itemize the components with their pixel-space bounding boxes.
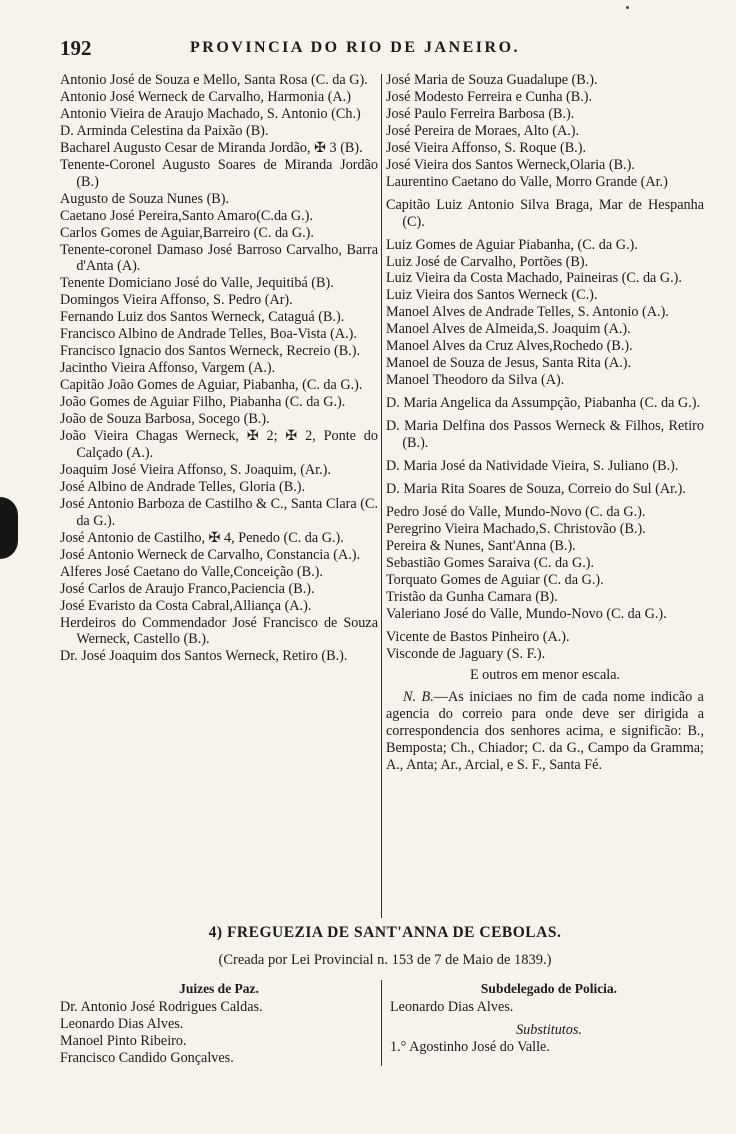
list-entry: Joaquim José Vieira Affonso, S. Joaquim, (Ar.). bbox=[60, 461, 331, 478]
list-entry: José Albino de Andrade Telles, Gloria (B.). bbox=[60, 478, 306, 495]
list-entry: Luiz Vieira dos Santos Werneck (C.). bbox=[386, 287, 598, 304]
list-entry: Torquato Gomes de Aguiar (C. da G.). bbox=[386, 571, 604, 588]
binding-mark bbox=[0, 497, 18, 559]
subdelegado-block bbox=[390, 980, 708, 1056]
section-title: 4) FREGUEZIA DE SANT'ANNA DE CEBOLAS. bbox=[208, 924, 562, 941]
footnote-text: —As iniciaes no fim de cada nome indicão a agencia do correio para onde deve ser dirigida a correspondencia dos senhores acima, e significão: B., Bemposta; Ch., Chiador; C. da G., Campo da Gramma; A., Anta; Ar., Arcial, e S. F., Santa Fé. bbox=[386, 689, 704, 774]
list-entry: Manoel Theodoro da Silva (A). bbox=[386, 372, 565, 389]
section-subtitle: (Creada por Lei Provincial n. 153 de 7 de Maio de 1839.) bbox=[218, 952, 552, 968]
list-entry: Pereira & Nunes, Sant'Anna (B.). bbox=[386, 537, 576, 554]
list-entry: D. Maria Angelica da Assumpção, Piabanha (C. da G.). bbox=[386, 395, 701, 412]
right-column bbox=[386, 72, 704, 774]
column-divider bbox=[381, 980, 382, 1066]
list-entry: Domingos Vieira Affonso, S. Pedro (Ar). bbox=[60, 292, 293, 309]
list-entry: José Carlos de Araujo Franco,Paciencia (B.). bbox=[60, 580, 315, 597]
footnote bbox=[386, 689, 704, 774]
list-entry: Sebastião Gomes Saraiva (C. da G.). bbox=[386, 554, 595, 571]
list-entry: José Maria de Souza Guadalupe (B.). bbox=[386, 72, 598, 88]
list-entry: D. Maria José da Natividade Vieira, S. Juliano (B.). bbox=[386, 458, 679, 475]
list-entry: Antonio Vieira de Araujo Machado, S. Antonio (Ch.) bbox=[60, 105, 361, 122]
closing-line: E outros em menor escala. bbox=[469, 666, 621, 683]
list-entry: Caetano José Pereira,Santo Amaro(C.da G.). bbox=[60, 207, 313, 224]
list-entry: Valeriano José do Valle, Mundo-Novo (C. da G.). bbox=[386, 605, 667, 622]
list-entry: João Vieira Chagas Werneck, ✠ 2; ✠ 2, Ponte do Calçado (A.). bbox=[60, 428, 378, 461]
list-entry: Fernando Luiz dos Santos Werneck, Cataguá (B.). bbox=[60, 309, 345, 326]
list-entry: Capitão Luiz Antonio Silva Braga, Mar de Hespanha (C). bbox=[386, 196, 704, 230]
list-entry: Alferes José Caetano do Valle,Conceição (B.). bbox=[60, 563, 323, 580]
list-entry: D. Arminda Celestina da Paixão (B). bbox=[60, 122, 269, 139]
list-entry: Manoel Alves de Andrade Telles, S. Antonio (A.). bbox=[386, 304, 669, 321]
list-entry: Antonio José de Souza e Mello, Santa Rosa (C. da G). bbox=[60, 72, 368, 88]
list-entry: D. Maria Delfina dos Passos Werneck & Filhos, Retiro (B.). bbox=[386, 418, 704, 452]
list-entry: Herdeiros do Commendador José Francisco de Souza Werneck, Castello (B.). bbox=[60, 614, 378, 648]
list-item: Leonardo Dias Alves. bbox=[390, 999, 514, 1015]
ink-speck bbox=[626, 6, 629, 9]
list-entry: José Pereira de Moraes, Alto (A.). bbox=[386, 122, 580, 139]
footnote-label: N. B. bbox=[403, 689, 434, 706]
page-number: 192 bbox=[60, 36, 92, 60]
list-entry: José Antonio Werneck de Carvalho, Constancia (A.). bbox=[60, 546, 361, 563]
list-entry: Laurentino Caetano do Valle, Morro Grande (Ar.) bbox=[386, 173, 668, 190]
page-header bbox=[60, 36, 710, 64]
list-entry: Tenente-Coronel Augusto Soares de Miranda Jordão (B.) bbox=[60, 156, 378, 190]
list-entry: D. Maria Rita Soares de Souza, Correio do Sul (Ar.). bbox=[386, 480, 686, 497]
list-item: Dr. Antonio José Rodrigues Caldas. bbox=[60, 999, 263, 1015]
list-entry: Pedro José do Valle, Mundo-Novo (C. da G.). bbox=[386, 503, 646, 520]
list-entry: Carlos Gomes de Aguiar,Barreiro (C. da G.). bbox=[60, 224, 314, 241]
list-entry: Antonio José Werneck de Carvalho, Harmonia (A.) bbox=[60, 88, 351, 105]
substitutos-heading: Substitutos. bbox=[516, 1022, 582, 1038]
column-divider bbox=[381, 74, 382, 918]
list-entry: Augusto de Souza Nunes (B). bbox=[60, 190, 230, 207]
list-entry: Tenente-coronel Damaso José Barroso Carvalho, Barra d'Anta (A). bbox=[60, 241, 378, 275]
left-column bbox=[60, 72, 378, 665]
list-entry: João Gomes de Aguiar Filho, Piabanha (C. da G.). bbox=[60, 394, 346, 411]
juizes-heading: Juizes de Paz. bbox=[179, 981, 259, 996]
list-entry: Dr. José Joaquim dos Santos Werneck, Retiro (B.). bbox=[60, 648, 348, 665]
list-entry: Tenente Domiciano José do Valle, Jequitibá (B). bbox=[60, 275, 334, 292]
list-entry: Visconde de Jaguary (S. F.). bbox=[386, 645, 546, 662]
list-entry: Luiz José de Carvalho, Portões (B). bbox=[386, 253, 589, 270]
list-item: 1.° Agostinho José do Valle. bbox=[390, 1039, 550, 1055]
list-entry: José Evaristo da Costa Cabral,Alliança (A.). bbox=[60, 597, 312, 614]
list-entry: Francisco Albino de Andrade Telles, Boa-Vista (A.). bbox=[60, 326, 357, 343]
list-entry: Capitão João Gomes de Aguiar, Piabanha, (C. da G.). bbox=[60, 377, 363, 394]
list-entry: Vicente de Bastos Pinheiro (A.). bbox=[386, 628, 570, 645]
list-entry: Tristão da Gunha Camara (B). bbox=[386, 588, 558, 605]
list-entry: Manoel Alves da Cruz Alves,Rochedo (B.). bbox=[386, 338, 633, 355]
list-entry: José Antonio Barboza de Castilho & C., Santa Clara (C. da G.). bbox=[60, 495, 378, 529]
list-entry: Manoel de Souza de Jesus, Santa Rita (A.). bbox=[386, 355, 632, 372]
list-item: Manoel Pinto Ribeiro. bbox=[60, 1033, 187, 1049]
list-entry: Luiz Vieira da Costa Machado, Paineiras (C. da G.). bbox=[386, 270, 682, 287]
running-title: PROVINCIA DO RIO DE JANEIRO. bbox=[190, 39, 521, 56]
list-entry: Bacharel Augusto Cesar de Miranda Jordão, ✠ 3 (B). bbox=[60, 139, 363, 156]
list-entry: Peregrino Vieira Machado,S. Christovão (B.). bbox=[386, 520, 646, 537]
list-entry: Jacintho Vieira Affonso, Vargem (A.). bbox=[60, 360, 276, 377]
subdelegado-heading: Subdelegado de Policia. bbox=[480, 981, 618, 996]
juizes-block bbox=[60, 980, 378, 1067]
list-entry: Manoel Alves de Almeida,S. Joaquim (A.). bbox=[386, 321, 631, 338]
list-entry: João de Souza Barbosa, Socego (B.). bbox=[60, 411, 270, 428]
list-item: Francisco Candido Gonçalves. bbox=[60, 1050, 234, 1066]
list-entry: Francisco Ignacio dos Santos Werneck, Recreio (B.). bbox=[60, 343, 360, 360]
list-entry: José Antonio de Castilho, ✠ 4, Penedo (C. da G.). bbox=[60, 529, 344, 546]
list-entry: José Vieira dos Santos Werneck,Olaria (B.). bbox=[386, 156, 635, 173]
list-entry: José Paulo Ferreira Barbosa (B.). bbox=[386, 105, 575, 122]
list-item: Leonardo Dias Alves. bbox=[60, 1016, 184, 1032]
list-entry: José Vieira Affonso, S. Roque (B.). bbox=[386, 139, 586, 156]
list-entry: Luiz Gomes de Aguiar Piabanha, (C. da G.). bbox=[386, 236, 638, 253]
list-entry: José Modesto Ferreira e Cunha (B.). bbox=[386, 88, 593, 105]
